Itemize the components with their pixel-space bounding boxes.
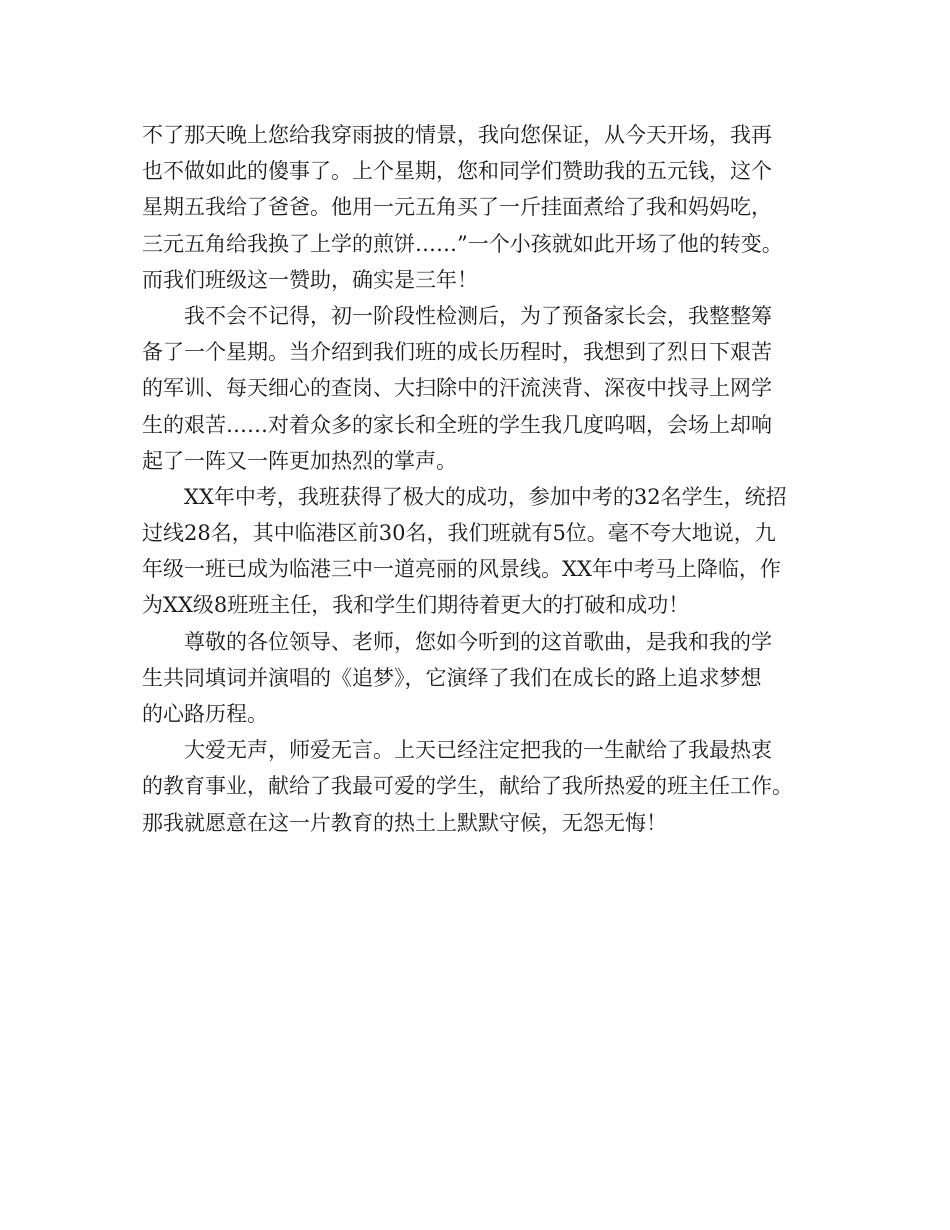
paragraph-first-line: 大爱无声，师爱无言。上天已经注定把我的一生献给了我最热衷 — [184, 738, 772, 763]
paragraph-line: 三元五角给我换了上学的煎饼……”一个小孩就如此开场了他的转变。 — [142, 231, 783, 256]
paragraph-line: 那我就愿意在这一片教育的热土上默默守候，无怨无悔！ — [142, 810, 667, 835]
paragraph-first-line: 尊敬的各位领导、老师，您如今听到的这首歌曲，是我和我的学 — [184, 629, 772, 654]
paragraph-3 — [142, 479, 832, 624]
paragraph-line: 而我们班级这一赞助，确实是三年！ — [142, 267, 478, 292]
paragraph-line: 也不做如此的傻事了。上个星期，您和同学们赞助我的五元钱，这个 — [142, 159, 772, 184]
paragraph-line: 生的艰苦……对着众多的家长和全班的学生我几度呜咽，会场上却响 — [142, 412, 772, 437]
paragraph-4 — [142, 624, 832, 733]
paragraph-2 — [142, 298, 832, 479]
paragraph-line: 备了一个星期。当介绍到我们班的成长历程时，我想到了烈日下艰苦 — [142, 340, 772, 365]
paragraph-line: 生共同填词并演唱的《追梦》，它演绎了我们在成长的路上追求梦想 — [142, 665, 762, 690]
paragraph-line: 的心路历程。 — [142, 702, 268, 726]
paragraph-line: 过线28名，其中临港区前30名，我们班就有5位。毫不夸大地说，九 — [142, 521, 776, 546]
document-body — [142, 117, 832, 841]
paragraph-line: 起了一阵又一阵更加热烈的掌声。 — [142, 448, 457, 473]
paragraph-first-line: XX年中考，我班获得了极大的成功，参加中考的32名学生，统招 — [184, 484, 787, 509]
paragraph-line: 为XX级8班班主任，我和学生们期待着更大的打破和成功！ — [142, 593, 690, 618]
paragraph-5 — [142, 732, 832, 841]
paragraph-line: 不了那天晚上您给我穿雨披的情景，我向您保证，从今天开场，我再 — [142, 123, 772, 147]
paragraph-1 — [142, 117, 832, 298]
paragraph-first-line: 我不会不记得，初一阶段性检测后，为了预备家长会，我整整筹 — [184, 303, 772, 328]
paragraph-line: 的军训、每天细心的查岗、大扫除中的汗流浃背、深夜中找寻上网学 — [142, 376, 772, 401]
paragraph-line: 年级一班已成为临港三中一道亮丽的风景线。XX年中考马上降临，作 — [142, 557, 781, 582]
paragraph-line: 的教育事业，献给了我最可爱的学生，献给了我所热爱的班主任工作。 — [142, 774, 793, 799]
paragraph-line: 星期五我给了爸爸。他用一元五角买了一斤挂面煮给了我和妈妈吃， — [142, 195, 772, 220]
